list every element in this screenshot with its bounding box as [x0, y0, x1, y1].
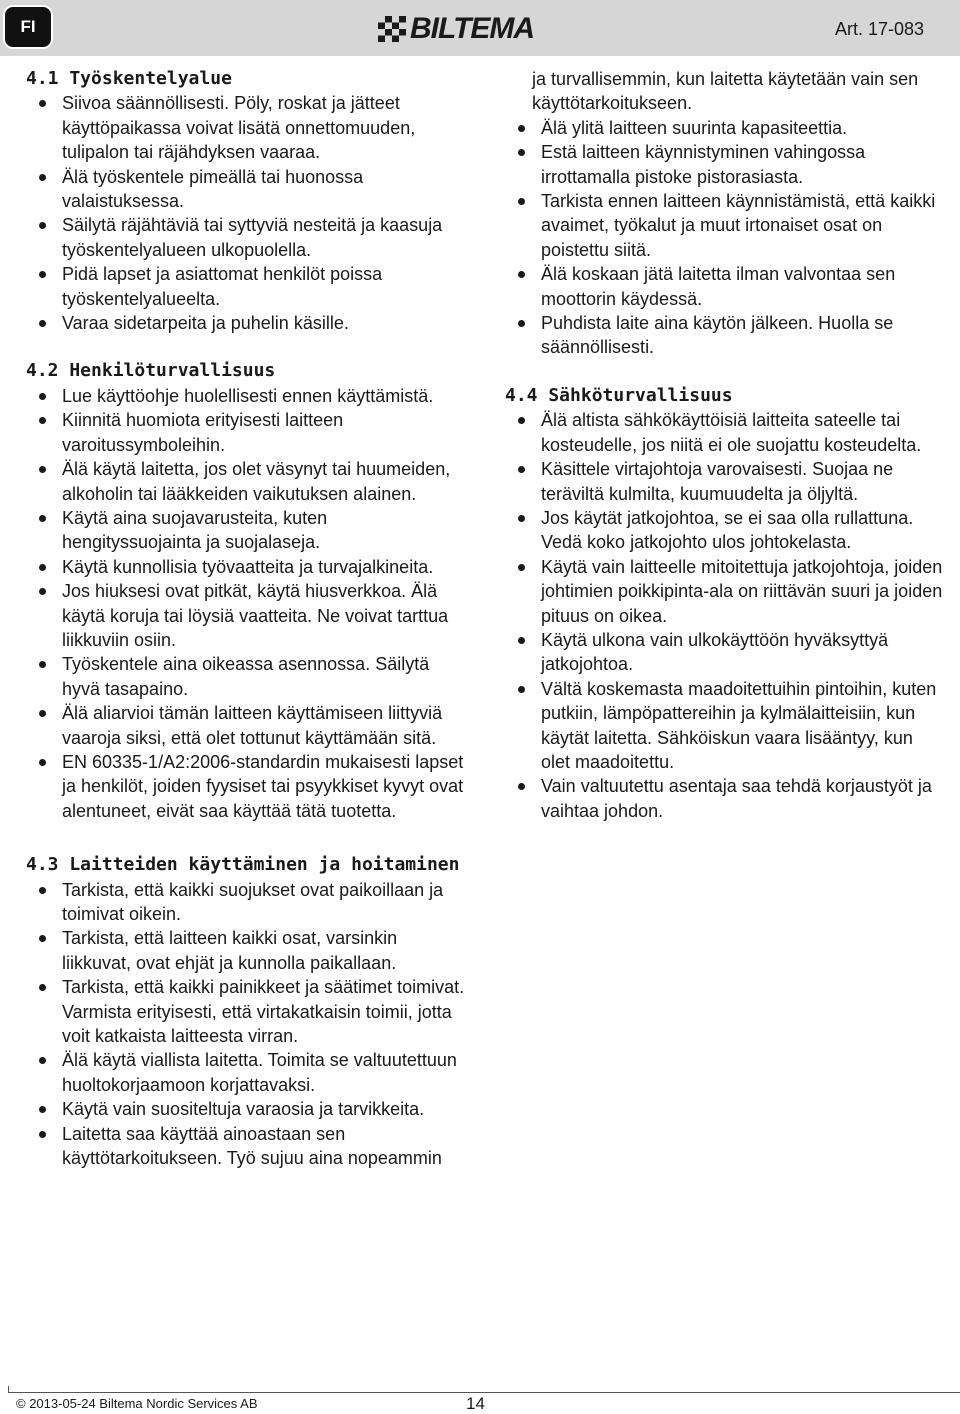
footer-divider [8, 1392, 960, 1393]
list-item: Kiinnitä huomiota erityisesti laitteen varoitussymboleihin. [26, 408, 466, 457]
list-item: Älä käytä viallista laitetta. Toimita se valtuutettuun huoltokorjaamoon korjattavaksi. [26, 1048, 466, 1097]
continued-text: ja turvallisemmin, kun laitetta käytetään vain sen käyttötarkoitukseen. [532, 69, 919, 114]
list-item: Jos käytät jatkojohtoa, se ei saa olla rullattuna. Vedä koko jatkojohto ulos johtokelasta. [505, 506, 945, 555]
list-item: Älä ylitä laitteen suurinta kapasiteettia. [505, 116, 945, 140]
list-item: Jos hiuksesi ovat pitkät, käytä hiusverkkoa. Älä käytä koruja tai löysiä vaatteita. Ne voivat tarttua liikkuviin osiin. [26, 579, 466, 652]
language-badge: FI [3, 5, 53, 49]
list-item: Älä työskentele pimeällä tai huonossa valaistuksessa. [26, 165, 466, 214]
list-item: Käytä kunnollisia työvaatteita ja turvajalkineita. [26, 555, 466, 579]
bullet-list [26, 384, 466, 823]
section-title: 4.4 Sähköturvallisuus [505, 384, 733, 406]
list-item: Älä aliarvioi tämän laitteen käyttämiseen liittyviä vaaroja siksi, että olet tottunut käyttämään sitä. [26, 701, 466, 750]
brand-name: BILTEMA [410, 12, 535, 45]
list-item: Lue käyttöohje huolellisesti ennen käyttämistä. [26, 384, 466, 408]
list-item: Käsittele virtajohtoja varovaisesti. Suojaa ne teräviltä kulmilta, kuumuudelta ja öljyltä. [505, 457, 945, 506]
list-item: Tarkista ennen laitteen käynnistämistä, että kaikki avaimet, työkalut ja muut irtonaiset osat on poistettu siitä. [505, 189, 945, 262]
list-item: Tarkista, että kaikki painikkeet ja säätimet toimivat. Varmista erityisesti, että virtakatkaisin toimii, jotta voit katkaista laitteesta virran. [26, 975, 466, 1048]
list-item: Tarkista, että kaikki suojukset ovat paikoillaan ja toimivat oikein. [26, 878, 466, 927]
page-number: 14 [466, 1394, 485, 1413]
list-item: Käytä vain suositeltuja varaosia ja tarvikkeita. [26, 1097, 466, 1121]
list-item: Estä laitteen käynnistyminen vahingossa irrottamalla pistoke pistorasiasta. [505, 140, 945, 189]
list-item: Käytä aina suojavarusteita, kuten hengityssuojainta ja suojalaseja. [26, 506, 466, 555]
list-item: EN 60335-1/A2:2006-standardin mukaisesti lapset ja henkilöt, joiden fyysiset tai psyykkiset kyvyt ovat alentuneet, eivät saa käyttää tätä tuotetta. [26, 750, 466, 823]
list-item: Pidä lapset ja asiattomat henkilöt poissa työskentelyalueelta. [26, 262, 466, 311]
article-number: Art. 17-083 [834, 19, 924, 39]
list-item: Käytä ulkona vain ulkokäyttöön hyväksyttyä jatkojohtoa. [505, 628, 945, 677]
list-item: Älä koskaan jätä laitetta ilman valvontaa sen moottorin käydessä. [505, 262, 945, 311]
bullet-list [26, 91, 466, 335]
section-title: 4.2 Henkilöturvallisuus [26, 360, 276, 382]
bullet-list [505, 408, 945, 823]
section-4-2 [26, 359, 466, 823]
list-item: Tarkista, että laitteen kaikki osat, varsinkin liikkuvat, ovat ehjät ja kunnolla paikallaan. [26, 926, 466, 975]
list-item: Siivoa säännöllisesti. Pöly, roskat ja jätteet käyttöpaikassa voivat lisätä onnettomuuden, tulipalon tai räjähdyksen vaaraa. [26, 91, 466, 164]
list-item: Säilytä räjähtäviä tai syttyviä nesteitä ja kaasuja työskentelyalueen ulkopuolella. [26, 213, 466, 262]
biltema-logo [378, 14, 534, 44]
left-column [26, 67, 466, 1170]
page-header [0, 0, 960, 56]
section-4-3 [26, 853, 466, 1170]
checkered-flag-icon [378, 16, 406, 42]
bullet-list [505, 116, 945, 360]
section-4-1 [26, 67, 466, 335]
section-4-4 [505, 384, 945, 823]
bullet-list [26, 878, 466, 1171]
copyright-text: © 2013-05-24 Biltema Nordic Services AB [16, 1396, 258, 1411]
list-item: Vältä koskemasta maadoitettuihin pintoihin, kuten putkiin, lämpöpattereihin ja kylmälaitteisiin, kun käytät laitetta. Sähköiskun vaara lisääntyy, kun olet maadoitettu. [505, 677, 945, 775]
list-item: Vain valtuutettu asentaja saa tehdä korjaustyöt ja vaihtaa johdon. [505, 774, 945, 823]
section-title: 4.3 Laitteiden käyttäminen ja hoitaminen [26, 854, 460, 876]
list-item: Käytä vain laitteelle mitoitettuja jatkojohtoja, joiden johtimien poikkipinta-ala on riittävän suuri ja joiden pituus on oikea. [505, 555, 945, 628]
list-item: Työskentele aina oikeassa asennossa. Säilytä hyvä tasapaino. [26, 652, 466, 701]
list-item: Älä käytä laitetta, jos olet väsynyt tai huumeiden, alkoholin tai lääkkeiden vaikutuksen alainen. [26, 457, 466, 506]
list-item: Älä altista sähkökäyttöisiä laitteita sateelle tai kosteudelle, jos niitä ei ole suojattu kosteudelta. [505, 408, 945, 457]
right-column [505, 67, 945, 823]
list-item: Laitetta saa käyttää ainoastaan sen käyttötarkoitukseen. Työ sujuu aina nopeammin [26, 1122, 466, 1171]
list-item: Puhdista laite aina käytön jälkeen. Huolla se säännöllisesti. [505, 311, 945, 360]
list-item: Varaa sidetarpeita ja puhelin käsille. [26, 311, 466, 335]
section-title: 4.1 Työskentelyalue [26, 68, 232, 89]
